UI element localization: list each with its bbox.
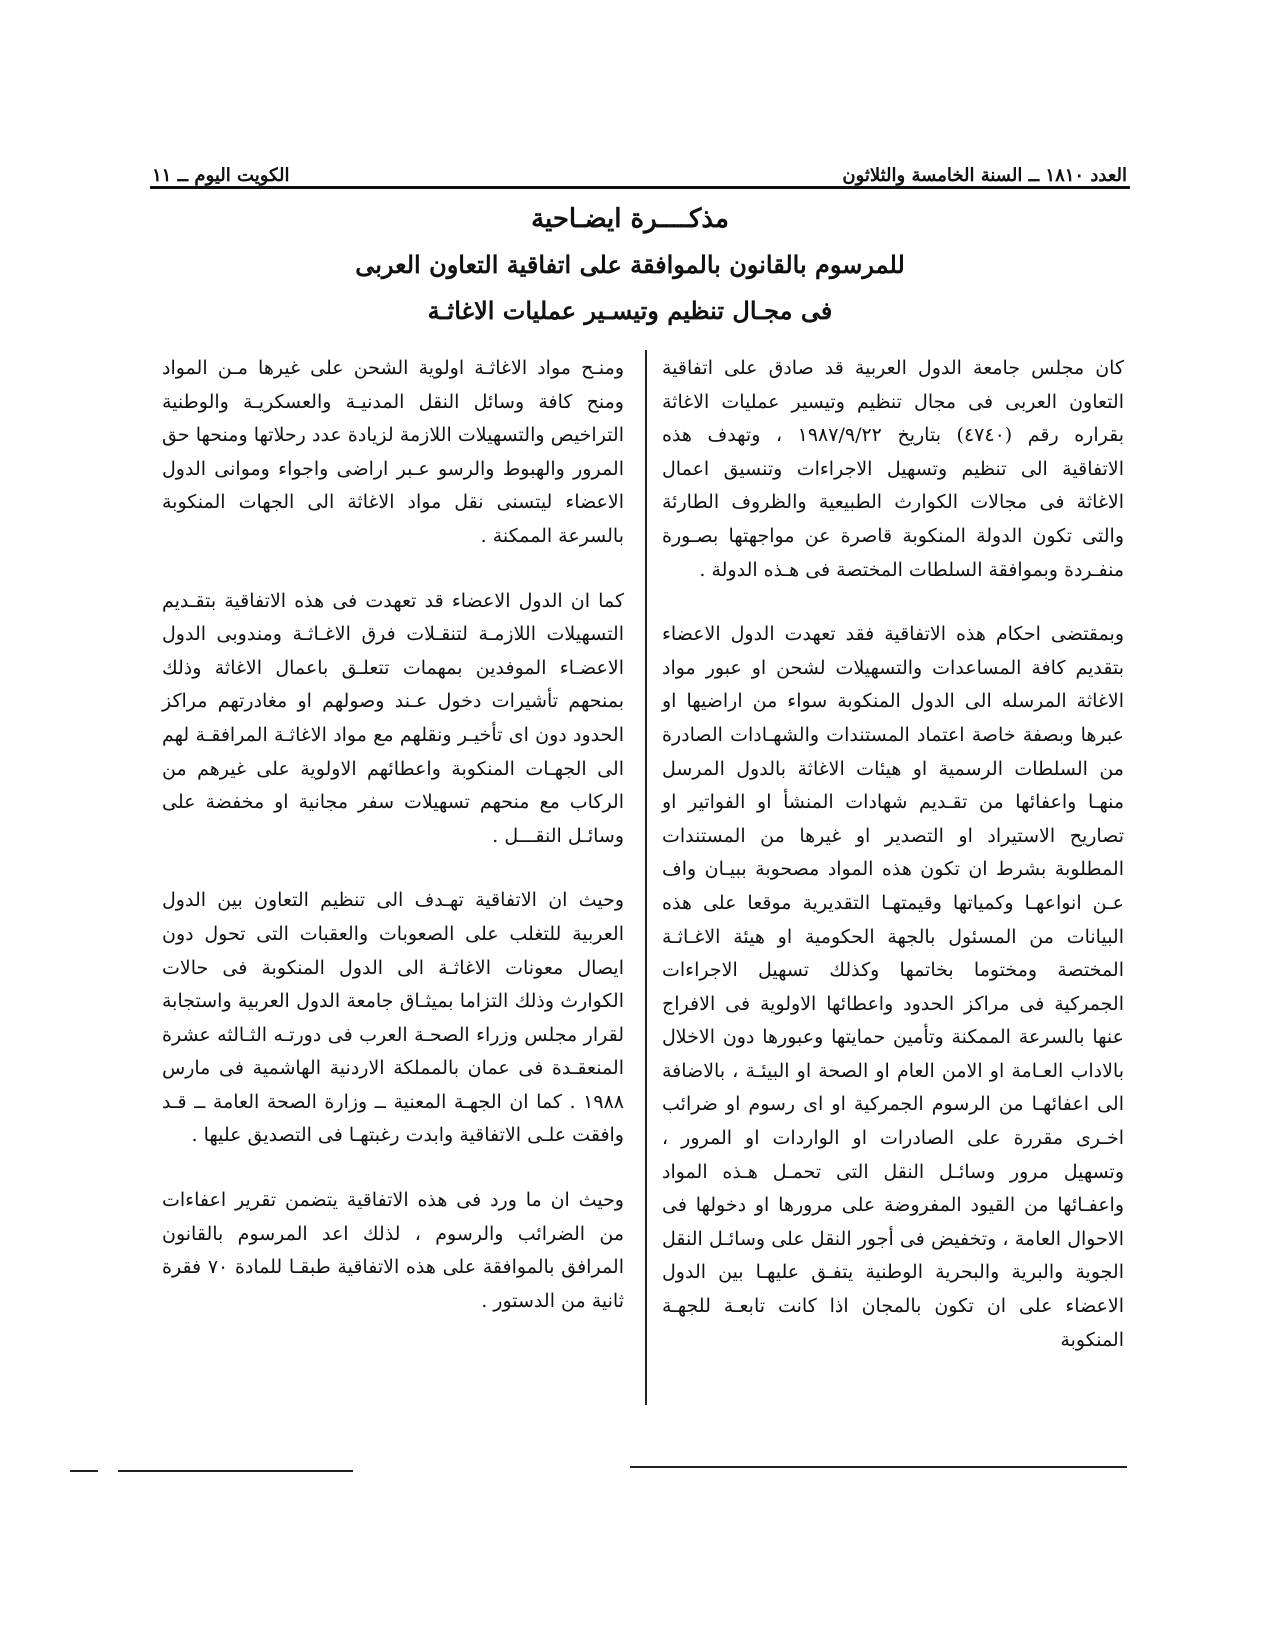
left-column: [162, 352, 624, 1349]
footer-rule: [118, 1470, 353, 1472]
footer-rule: [70, 1470, 98, 1472]
issue-info: العدد ١٨١٠ ــ السنة الخامسة والثلاثون: [842, 165, 1127, 186]
document-title: [340, 196, 920, 334]
title-line-2: للمرسوم بالقانون بالموافقة على اتفاقية التعاون العربى: [355, 250, 905, 279]
page-header: [152, 150, 1127, 186]
paragraph: كما ان الدول الاعضاء قد تعهدت فى هذه الاتفاقية بتقـديم التسهيلات اللازمـة لتنقـلات فرق الاغـاثـة ومندوبى الدول الاعضـاء الموفدين بمهمات تتعلـق باعمال الاغاثة وذلك بمنحهم تأشيرات دخول عـند وصولهم او مغادرتهم مراكز الحدود دون اى تأخيـر ونقلهم مع مواد الاغاثـة المرافقـة لهم الى الجهـات المنكوبة واعطائهم الاولوية على غيرهم من الركاب مع منحهم تسهيلات سفر مجانية او مخفضة على وسائـل النقـــل .: [162, 589, 624, 847]
paragraph: وحيث ان ما ورد فى هذه الاتفاقية يتضمن تقرير اعفاءات من الضرائب والرسوم ، لذلك اعد المرسوم بالقانون المرافق بالموافقة على هذه الاتفاقية طبقـا للمادة ٧٠ فقرة ثانية من الدستور .: [162, 1189, 624, 1312]
footer-rule: [630, 1466, 1127, 1468]
page-number: الكويت اليوم ــ ١١: [152, 165, 290, 186]
column-divider: [645, 350, 647, 1405]
title-line-1: مذكــــرة ايضـاحية: [531, 204, 729, 234]
paragraph: كان مجلس جامعة الدول العربية قد صادق على اتفاقية التعاون العربى فى مجال تنظيم وتيسير عمليات الاغاثة بقراره رقم (٤٧٤٠) بتاريخ ١٩٨٧/٩/٢٢ ، وتهدف هذه الاتفاقية الى تنظيم وتسهيل الاجراءات وتنسيق اعمال الاغاثة فى مجالات الكوارث الطبيعية والظروف الطارئة والتى تكون الدولة المنكوبة قاصرة عن مواجهتها بصـورة منفـردة وبموافقة السلطات المختصة فى هـذه الدولة .: [662, 357, 1124, 581]
right-column: [662, 352, 1124, 1388]
paragraph: ومنـح مواد الاغاثـة اولوية الشحن على غيرها مـن المواد ومنح كافة وسائل النقل المدنيـة والعسكريـة والوطنية التراخيص والتسهيلات اللازمة لزيادة عدد رحلاتها ومنحها حق المرور والهبوط والرسو عـبر اراضى واجواء وموانى الدول الاعضاء ليتسنى نقل مواد الاغاثة الى الجهات المنكوبة بالسرعة الممكنة .: [162, 357, 624, 547]
title-line-3: فى مجـال تنظيم وتيسـير عمليات الاغاثـة: [427, 296, 833, 325]
paragraph: وبمقتضى احكام هذه الاتفاقية فقد تعهدت الدول الاعضاء بتقديم كافة المساعدات والتسهيلات لشحن او عبور مواد الاغاثة المرسله الى الدول المنكوبة سواء من اراضيها او عبرها وبصفة خاصة اعتماد المستندات والشهـادات الصادرة من السلطات الرسمية او هيئات الاغاثة بالدول المرسل منهـا واعفائها من تقـديم شهادات المنشأ او الفواتير او تصاريح الاستيراد او التصدير او غيرها من المستندات المطلوبة بشرط ان تكون هذه المواد مصحوبة ببيـان واف عـن انواعهـا وكمياتها وقيمتهـا التقديرية موقعا على هذه البيانات من المسئول بالجهة الحكومية او هيئة الاغـاثـة المختصة ومختوما بخاتمها وكذلك تسهيل الاجراءات الجمركية فى مراكز الحدود واعطائها الاولوية فى الافراج عنها بالسرعة الممكنة وتأمين حمايتها وعبورها دون الاخلال بالاداب العـامة او الامن العام او الصحة او البيئـة ، بالاضافة الى اعفائهـا من الرسوم الجمركية او اى رسوم او ضرائب اخـرى مقررة على الصادرات او الواردات او المرور ، وتسهيل مرور وسائـل النقل التى تحمـل هـذه المواد واعفـائها من القيود المفروضة على مرورها او دخولها فى الاحوال العامة ، وتخفيض فى أجور النقل على وسائـل النقل الجوية والبرية والبحرية الوطنية يتفـق عليهـا بين الدول الاعضاء على ان تكون بالمجان اذا كانت تابعـة للجهـة المنكوبة: [662, 623, 1124, 1351]
paragraph: وحيث ان الاتفاقية تهـدف الى تنظيم التعاون بين الدول العربية للتغلب على الصعوبات والعقبات التى تحول دون ايصال معونات الاغاثـة الى الدول المنكوبة فى حالات الكوارث وذلك التزاما بميثـاق جامعة الدول العربية واستجابة لقرار مجلس وزراء الصحـة العرب فى دورتـه الثـالثه عشرة المنعقـدة فى عمان بالمملكة الاردنية الهاشمية فى مارس ١٩٨٨ . كما ان الجهـة المعنية ــ وزارة الصحة العامة ــ قـد وافقت علـى الاتفاقية وابدت رغبتهـا فى التصديق عليها .: [162, 889, 624, 1147]
header-rule: [150, 186, 1130, 189]
